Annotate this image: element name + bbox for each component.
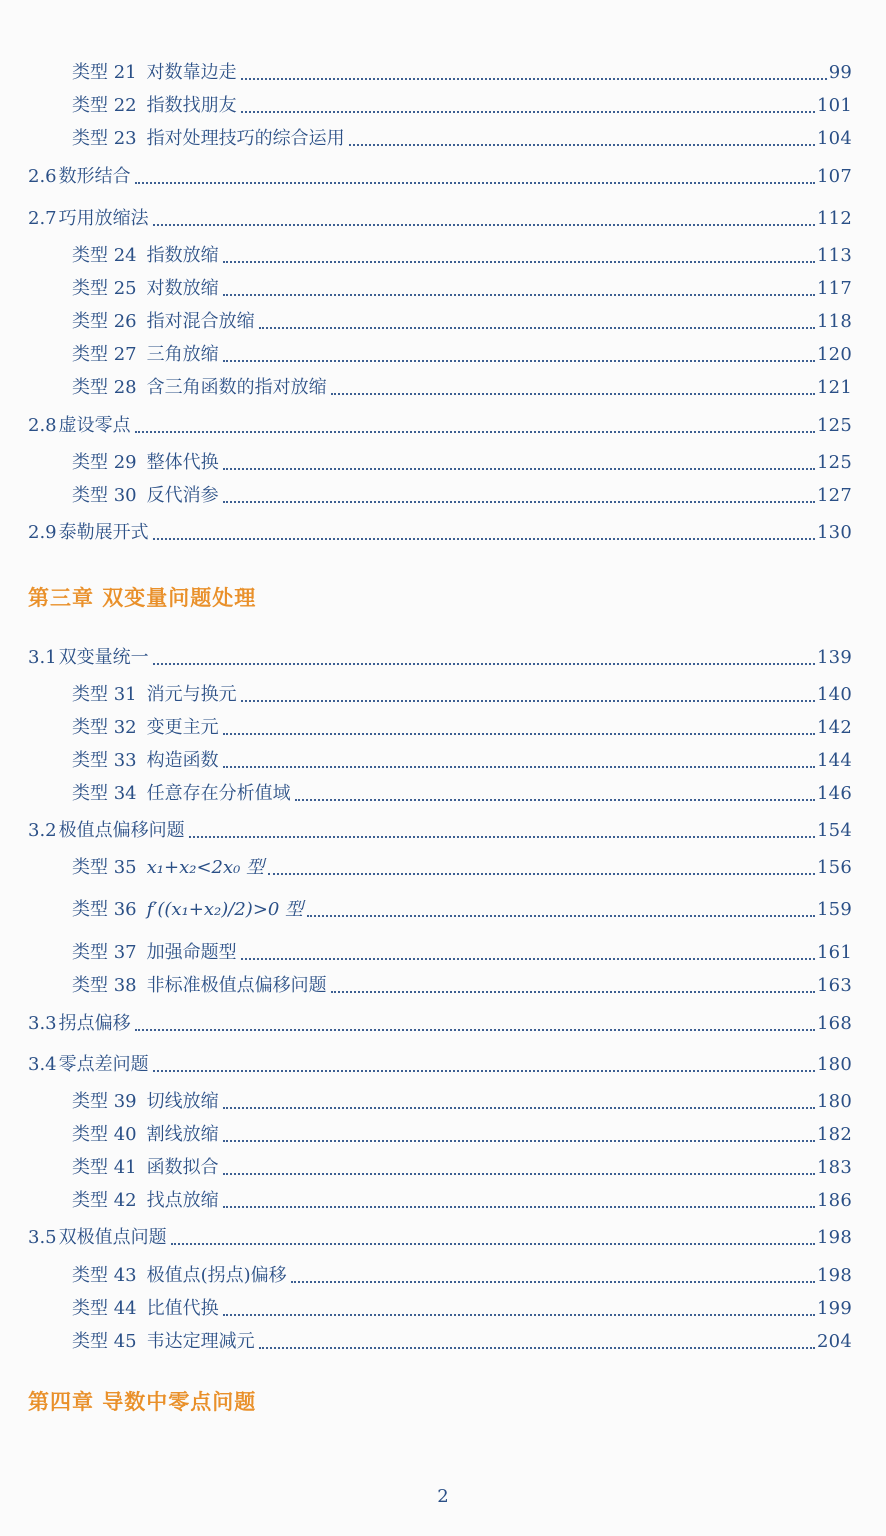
- leader-dots: [223, 1173, 815, 1175]
- section-number: 3.3: [28, 1013, 57, 1034]
- section-title: 数形结合: [58, 166, 131, 187]
- section-number: 2.9: [28, 522, 57, 543]
- entry-title: 构造函数: [146, 750, 219, 771]
- entry-title: 对数放缩: [146, 278, 219, 299]
- page-ref: 146: [817, 783, 852, 804]
- entry-number: 类型 39: [72, 1091, 137, 1112]
- leader-dots: [291, 1281, 815, 1283]
- entry-title: 指数找朋友: [146, 95, 237, 116]
- leader-dots: [223, 501, 815, 503]
- entry-number: 类型 24: [72, 245, 137, 266]
- entry-number: 类型 25: [72, 278, 137, 299]
- entry-number: 类型 30: [72, 485, 137, 506]
- toc-entry-type-32[interactable]: [72, 717, 852, 739]
- toc-entry-type-38[interactable]: [72, 975, 852, 997]
- toc-entry-type-41[interactable]: [72, 1157, 852, 1179]
- entry-number: 类型 38: [72, 975, 137, 996]
- toc-entry-type-45[interactable]: [72, 1331, 852, 1353]
- entry-number: 类型 31: [72, 684, 137, 705]
- page-ref: 198: [817, 1265, 852, 1286]
- page-ref: 140: [817, 684, 852, 705]
- chapter-4-heading[interactable]: 第四章 导数中零点问题: [28, 1390, 257, 1414]
- entry-number: 类型 40: [72, 1124, 137, 1145]
- toc-entry-type-21[interactable]: [72, 62, 852, 84]
- page-ref: 125: [817, 452, 852, 473]
- page-ref: 198: [817, 1227, 852, 1248]
- toc-entry-type-23[interactable]: [72, 128, 852, 150]
- section-number: 3.5: [28, 1227, 57, 1248]
- page-ref: 107: [817, 166, 852, 187]
- page-ref: 182: [817, 1124, 852, 1145]
- leader-dots: [223, 766, 815, 768]
- toc-section-2-8[interactable]: [28, 415, 852, 437]
- leader-dots: [153, 538, 815, 540]
- section-title: 双极值点问题: [58, 1227, 167, 1248]
- leader-dots: [307, 915, 815, 917]
- entry-title: 找点放缩: [146, 1190, 219, 1211]
- entry-title: 韦达定理减元: [146, 1331, 255, 1352]
- section-title: 泰勒展开式: [58, 522, 149, 543]
- section-number: 2.7: [28, 208, 57, 229]
- leader-dots: [241, 700, 815, 702]
- leader-dots: [241, 111, 815, 113]
- toc-section-3-3[interactable]: [28, 1013, 852, 1035]
- leader-dots: [135, 1029, 815, 1031]
- toc-section-2-7[interactable]: [28, 208, 852, 230]
- toc-section-3-2[interactable]: [28, 820, 852, 842]
- page-ref: 156: [817, 857, 852, 878]
- entry-title-formula: x₁+x₂<2x₀ 型: [146, 857, 265, 878]
- entry-number: 类型 37: [72, 942, 137, 963]
- leader-dots: [223, 468, 815, 470]
- entry-title: 变更主元: [146, 717, 219, 738]
- section-title: 极值点偏移问题: [58, 820, 185, 841]
- page-ref: 186: [817, 1190, 852, 1211]
- leader-dots: [153, 663, 815, 665]
- page-ref: 101: [817, 95, 852, 116]
- toc-entry-type-34[interactable]: [72, 783, 852, 805]
- chapter-3-heading[interactable]: 第三章 双变量问题处理: [28, 586, 257, 610]
- entry-title: 任意存在分析值域: [146, 783, 291, 804]
- page-ref: 142: [817, 717, 852, 738]
- leader-dots: [223, 1314, 815, 1316]
- page-ref: 127: [817, 485, 852, 506]
- page-ref: 99: [828, 62, 852, 83]
- leader-dots: [331, 991, 815, 993]
- toc-entry-type-36[interactable]: [72, 899, 852, 921]
- toc-entry-type-30[interactable]: [72, 485, 852, 507]
- leader-dots: [223, 1107, 815, 1109]
- entry-title: 三角放缩: [146, 344, 219, 365]
- section-title: 拐点偏移: [58, 1013, 131, 1034]
- page-ref: 113: [817, 245, 852, 266]
- toc-section-2-9[interactable]: [28, 522, 852, 544]
- entry-number: 类型 45: [72, 1331, 137, 1352]
- entry-number: 类型 22: [72, 95, 137, 116]
- page-ref: 118: [817, 311, 852, 332]
- page-ref: 159: [817, 899, 852, 920]
- toc-entry-type-29[interactable]: [72, 452, 852, 474]
- toc-entry-type-42[interactable]: [72, 1190, 852, 1212]
- page-ref: 104: [817, 128, 852, 149]
- toc-entry-type-33[interactable]: [72, 750, 852, 772]
- page-ref: 144: [817, 750, 852, 771]
- toc-entry-type-26[interactable]: [72, 311, 852, 333]
- page-ref: 180: [817, 1091, 852, 1112]
- entry-title: 非标准极值点偏移问题: [146, 975, 327, 996]
- entry-title: 函数拟合: [146, 1157, 219, 1178]
- entry-title: 割线放缩: [146, 1124, 219, 1145]
- entry-number: 类型 26: [72, 311, 137, 332]
- entry-number: 类型 29: [72, 452, 137, 473]
- toc-entry-type-24[interactable]: [72, 245, 852, 267]
- entry-number: 类型 34: [72, 783, 137, 804]
- page-ref: 139: [817, 647, 852, 668]
- page-ref: 161: [817, 942, 852, 963]
- leader-dots: [295, 799, 815, 801]
- page-ref: 168: [817, 1013, 852, 1034]
- toc-entry-type-25[interactable]: [72, 278, 852, 300]
- page-ref: 163: [817, 975, 852, 996]
- entry-number: 类型 43: [72, 1265, 137, 1286]
- toc-section-3-5[interactable]: [28, 1227, 852, 1249]
- leader-dots: [153, 224, 815, 226]
- entry-title: 比值代换: [146, 1298, 219, 1319]
- section-number: 3.4: [28, 1054, 57, 1075]
- section-title: 双变量统一: [58, 647, 149, 668]
- leader-dots: [241, 78, 827, 80]
- toc-section-2-6[interactable]: [28, 166, 852, 188]
- entry-number: 类型 32: [72, 717, 137, 738]
- page-ref: 199: [817, 1298, 852, 1319]
- leader-dots: [241, 958, 815, 960]
- page-ref: 125: [817, 415, 852, 436]
- leader-dots: [268, 873, 815, 875]
- page-ref: 112: [817, 208, 852, 229]
- page-ref: 120: [817, 344, 852, 365]
- toc-entry-type-37[interactable]: [72, 942, 852, 964]
- leader-dots: [223, 1206, 815, 1208]
- leader-dots: [223, 294, 815, 296]
- entry-title: 指对混合放缩: [146, 311, 255, 332]
- entry-number: 类型 23: [72, 128, 137, 149]
- leader-dots: [135, 182, 815, 184]
- section-number: 3.1: [28, 647, 57, 668]
- section-title: 零点差问题: [58, 1054, 149, 1075]
- leader-dots: [223, 733, 815, 735]
- page-ref: 180: [817, 1054, 852, 1075]
- entry-number: 类型 41: [72, 1157, 137, 1178]
- section-number: 3.2: [28, 820, 57, 841]
- toc-entry-type-39[interactable]: [72, 1091, 852, 1113]
- toc-entry-type-27[interactable]: [72, 344, 852, 366]
- leader-dots: [171, 1243, 815, 1245]
- toc-entry-type-22[interactable]: [72, 95, 852, 117]
- page-ref: 130: [817, 522, 852, 543]
- page-ref: 204: [817, 1331, 852, 1352]
- entry-title: 加强命题型: [146, 942, 237, 963]
- toc-entry-type-31[interactable]: [72, 684, 852, 706]
- entry-title: 整体代换: [146, 452, 219, 473]
- entry-title: 指数放缩: [146, 245, 219, 266]
- entry-number: 类型 27: [72, 344, 137, 365]
- section-title: 巧用放缩法: [58, 208, 149, 229]
- entry-title-formula: f′((x₁+x₂)/2)>0 型: [146, 899, 304, 920]
- leader-dots: [189, 836, 815, 838]
- entry-number: 类型 42: [72, 1190, 137, 1211]
- toc-entry-type-44[interactable]: [72, 1298, 852, 1320]
- page-ref: 154: [817, 820, 852, 841]
- leader-dots: [331, 393, 815, 395]
- page-ref: 183: [817, 1157, 852, 1178]
- entry-number: 类型 35: [72, 857, 137, 878]
- leader-dots: [153, 1070, 815, 1072]
- leader-dots: [223, 261, 815, 263]
- leader-dots: [349, 144, 815, 146]
- entry-number: 类型 28: [72, 377, 137, 398]
- entry-title: 极值点(拐点)偏移: [146, 1265, 287, 1286]
- entry-number: 类型 44: [72, 1298, 137, 1319]
- toc-section-3-4[interactable]: [28, 1054, 852, 1076]
- leader-dots: [259, 1347, 815, 1349]
- section-title: 虚设零点: [58, 415, 131, 436]
- leader-dots: [223, 360, 815, 362]
- section-number: 2.6: [28, 166, 57, 187]
- entry-title: 切线放缩: [146, 1091, 219, 1112]
- entry-title: 含三角函数的指对放缩: [146, 377, 327, 398]
- leader-dots: [135, 431, 815, 433]
- page-ref: 117: [817, 278, 852, 299]
- leader-dots: [223, 1140, 815, 1142]
- page-ref: 121: [817, 377, 852, 398]
- toc-entry-type-28[interactable]: [72, 377, 852, 399]
- entry-number: 类型 33: [72, 750, 137, 771]
- toc-entry-type-35[interactable]: [72, 857, 852, 879]
- entry-number: 类型 36: [72, 899, 137, 920]
- toc-entry-type-43[interactable]: [72, 1265, 852, 1287]
- page-number: 2: [437, 1486, 449, 1507]
- section-number: 2.8: [28, 415, 57, 436]
- entry-title: 反代消参: [146, 485, 219, 506]
- toc-entry-type-40[interactable]: [72, 1124, 852, 1146]
- entry-title: 消元与换元: [146, 684, 237, 705]
- toc-section-3-1[interactable]: [28, 647, 852, 669]
- entry-title: 指对处理技巧的综合运用: [146, 128, 345, 149]
- entry-number: 类型 21: [72, 62, 137, 83]
- entry-title: 对数靠边走: [146, 62, 237, 83]
- leader-dots: [259, 327, 815, 329]
